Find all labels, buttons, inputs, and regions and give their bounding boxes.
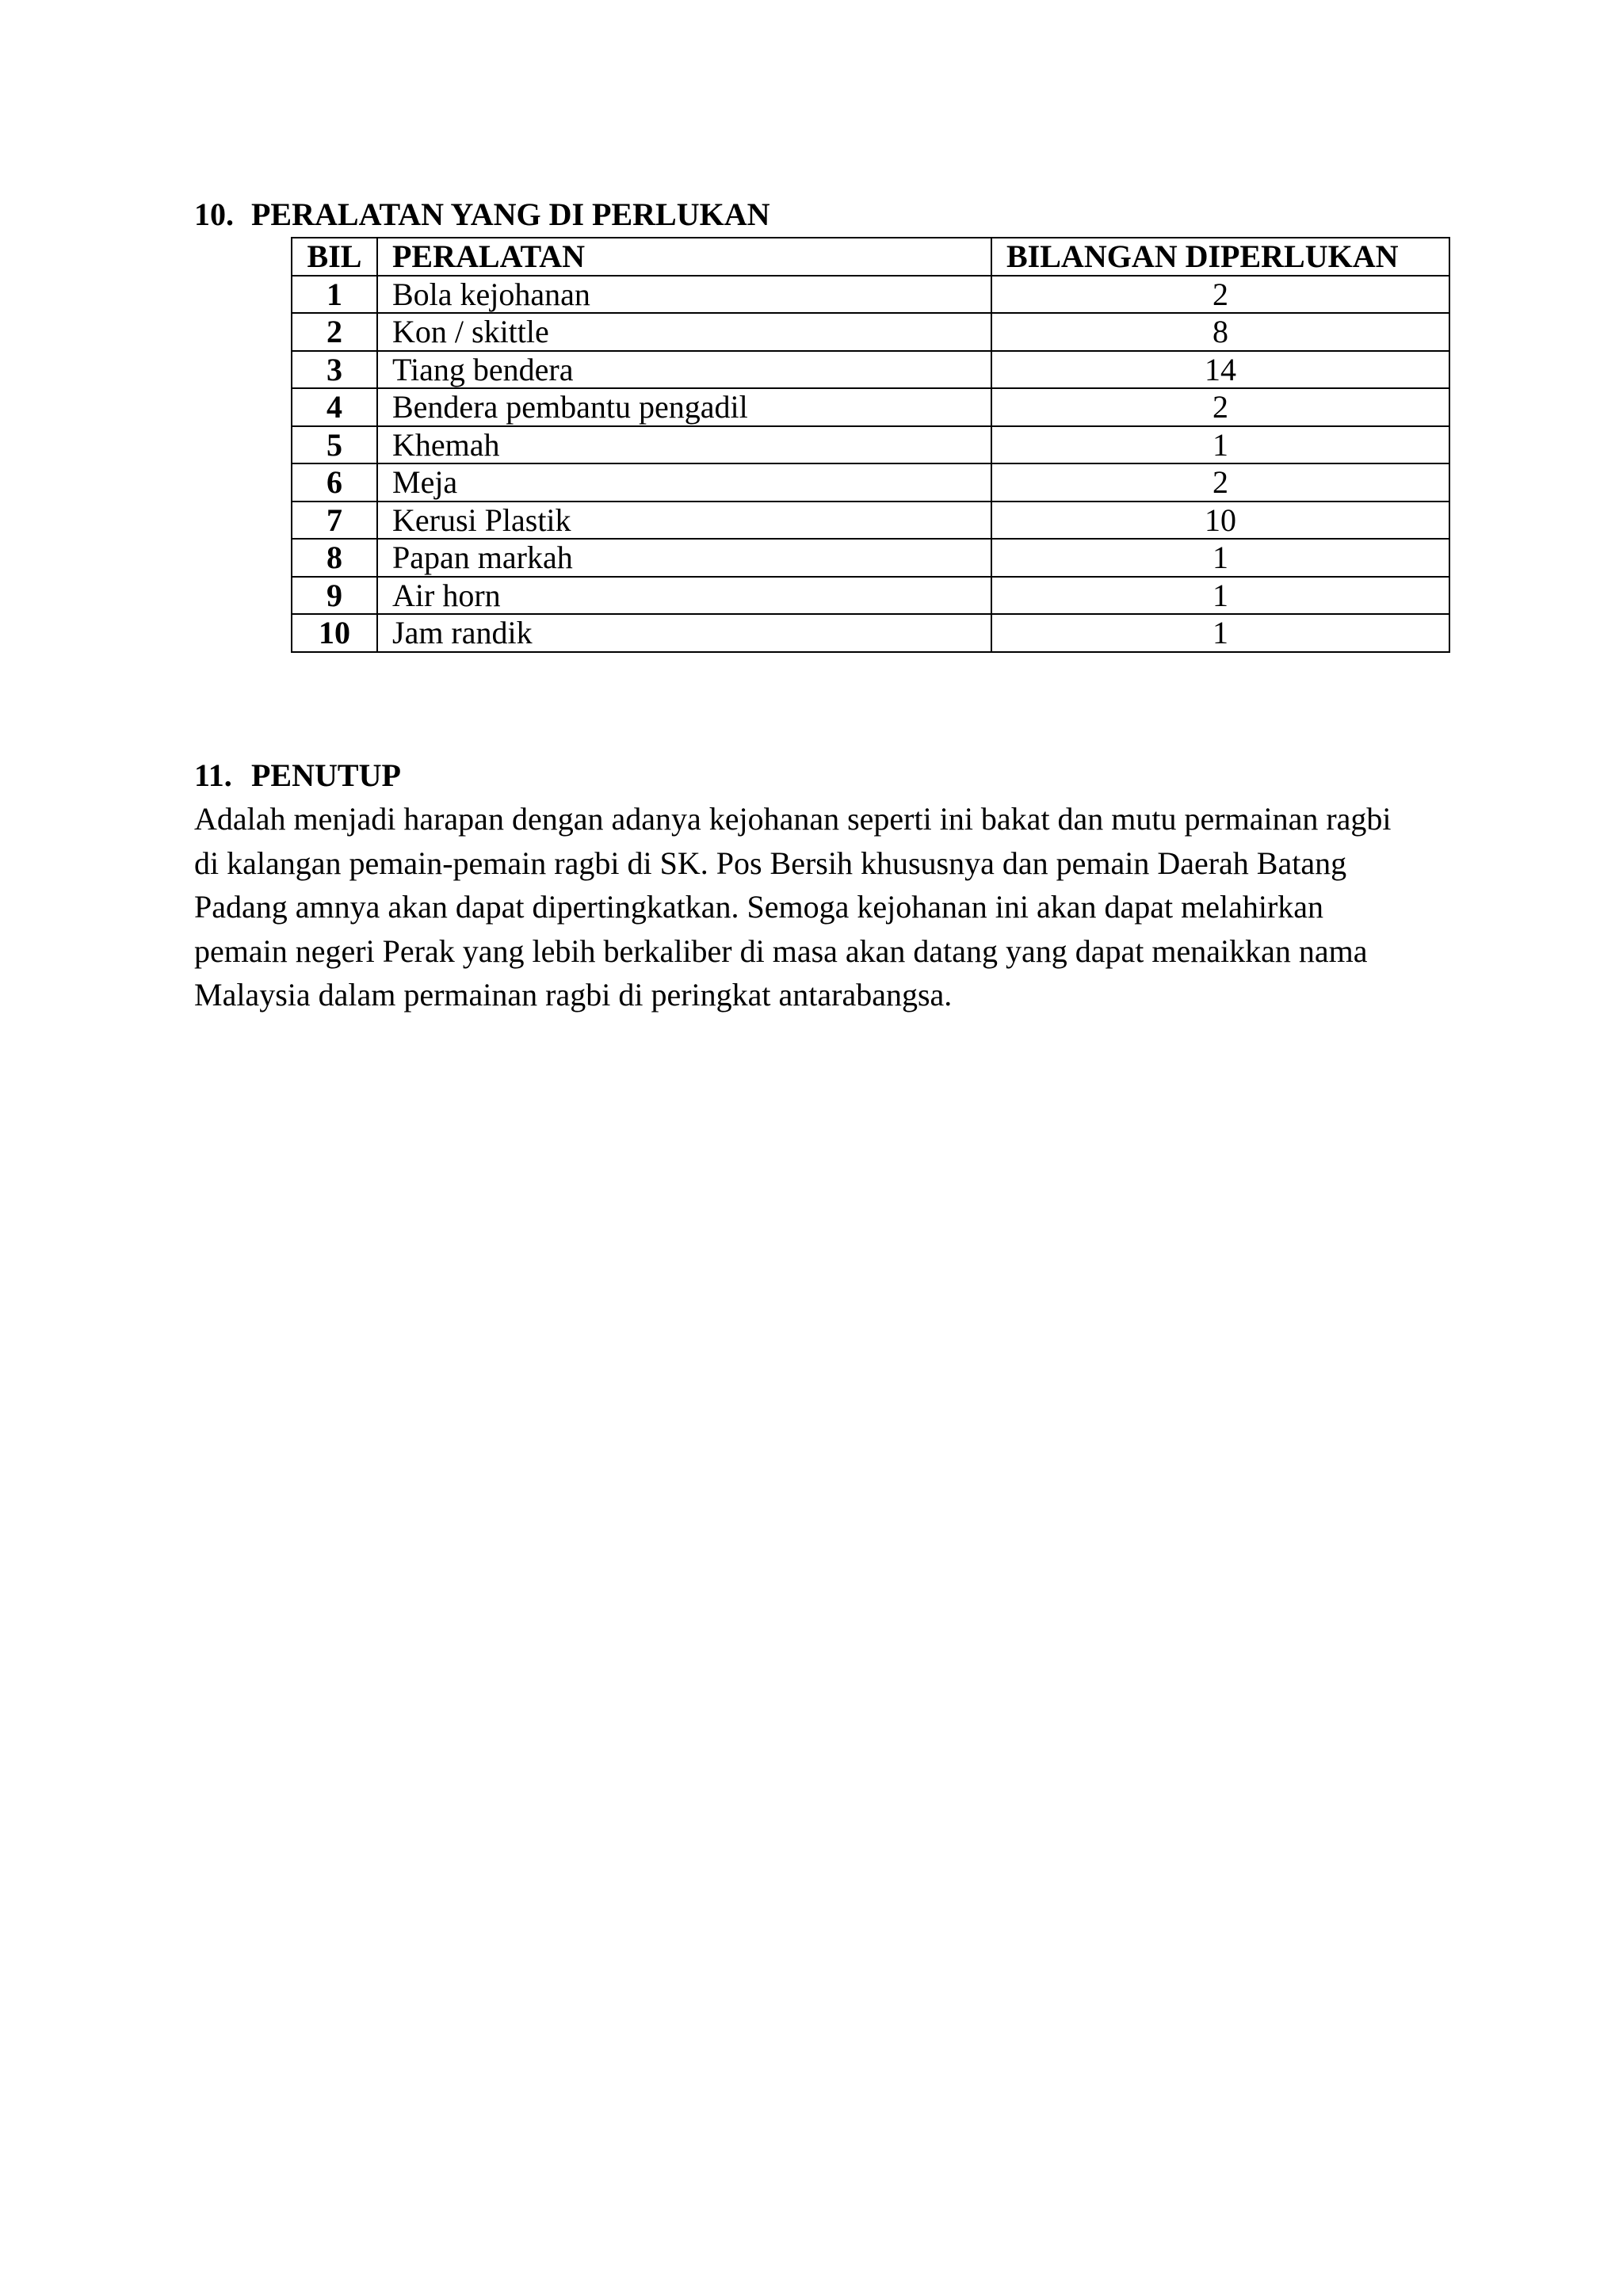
section-11-heading (194, 757, 401, 795)
cell-bil: 2 (292, 313, 377, 351)
paragraph-line: Malaysia dalam permainan ragbi di peringkat antarabangsa. (194, 977, 953, 1013)
cell-bil: 7 (292, 502, 377, 540)
table-row (292, 313, 1449, 351)
cell-qty: 1 (991, 577, 1449, 615)
section-10-heading (194, 196, 770, 234)
table-row (292, 463, 1449, 502)
paragraph-line: pemain negeri Perak yang lebih berkaliber di masa akan datang yang dapat menaikkan nama (194, 933, 1368, 969)
table-row (292, 577, 1449, 615)
section-11-title: PENUTUP (251, 757, 401, 793)
paragraph-line: Adalah menjadi harapan dengan adanya kejohanan seperti ini bakat dan mutu permainan ragbi (194, 801, 1392, 837)
cell-item: Kon / skittle (377, 313, 991, 351)
cell-bil: 5 (292, 426, 377, 464)
header-bil: BIL (292, 238, 377, 276)
cell-bil: 9 (292, 577, 377, 615)
cell-qty: 2 (991, 276, 1449, 314)
cell-qty: 14 (991, 351, 1449, 389)
table-row (292, 276, 1449, 314)
table-header-row (292, 238, 1449, 276)
cell-item: Jam randik (377, 614, 991, 652)
cell-item: Tiang bendera (377, 351, 991, 389)
section-10-title: PERALATAN YANG DI PERLUKAN (251, 196, 770, 232)
cell-qty: 2 (991, 463, 1449, 502)
table-row (292, 614, 1449, 652)
equipment-table (291, 237, 1450, 653)
cell-bil: 3 (292, 351, 377, 389)
cell-item: Khemah (377, 426, 991, 464)
cell-qty: 8 (991, 313, 1449, 351)
closing-paragraph (194, 797, 1462, 1017)
cell-bil: 10 (292, 614, 377, 652)
section-10-number: 10. (194, 196, 234, 232)
cell-qty: 1 (991, 539, 1449, 577)
table-row (292, 351, 1449, 389)
table-row (292, 426, 1449, 464)
header-qty: BILANGAN DIPERLUKAN (991, 238, 1449, 276)
cell-item: Air horn (377, 577, 991, 615)
cell-qty: 1 (991, 614, 1449, 652)
cell-bil: 1 (292, 276, 377, 314)
cell-bil: 8 (292, 539, 377, 577)
cell-qty: 10 (991, 502, 1449, 540)
cell-item: Bola kejohanan (377, 276, 991, 314)
cell-item: Papan markah (377, 539, 991, 577)
paragraph-line: di kalangan pemain-pemain ragbi di SK. Pos Bersih khususnya dan pemain Daerah Batang (194, 845, 1347, 881)
table-row (292, 388, 1449, 426)
cell-item: Kerusi Plastik (377, 502, 991, 540)
header-item: PERALATAN (377, 238, 991, 276)
cell-bil: 4 (292, 388, 377, 426)
cell-item: Meja (377, 463, 991, 502)
cell-bil: 6 (292, 463, 377, 502)
section-11-number: 11. (194, 757, 232, 793)
cell-qty: 1 (991, 426, 1449, 464)
table-row (292, 539, 1449, 577)
cell-qty: 2 (991, 388, 1449, 426)
paragraph-line: Padang amnya akan dapat dipertingkatkan. Semoga kejohanan ini akan dapat melahirkan (194, 889, 1324, 925)
cell-item: Bendera pembantu pengadil (377, 388, 991, 426)
table-row (292, 502, 1449, 540)
